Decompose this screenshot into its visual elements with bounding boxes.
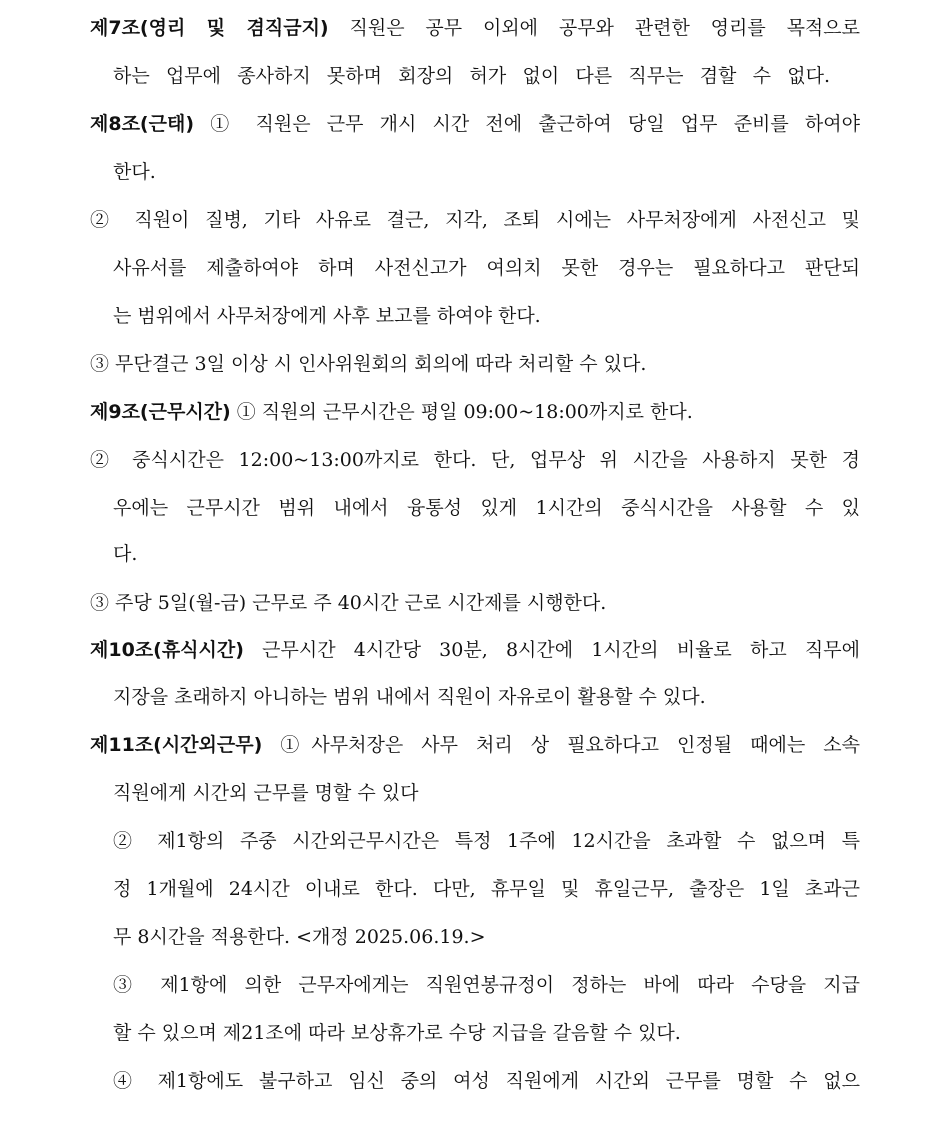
article-9-clause-2-text: ② 중식시간은 12:00~13:00까지로 한다. 단, 업무상 위 시간을 사용하지 못한 경 [90,449,860,471]
article-7-text-2: 하는 업무에 종사하지 못하며 회장의 허가 없이 다른 직무는 겸할 수 없다. [113,65,830,87]
article-8-first-line [90,110,860,138]
article-8-clause-2 [90,206,860,234]
article-7-first-line [90,14,860,42]
article-11-clause-4-text: ④ 제1항에도 불구하고 임신 중의 여성 직원에게 시간외 근무를 명할 수 없으 [113,1070,860,1092]
article-8-clause-2-text: ② 직원이 질병, 기타 사유로 결근, 지각, 조퇴 시에는 사무처장에게 사전신고 및 [90,209,860,231]
article-8-clause-2-text-2: 사유서를 제출하여야 하며 사전신고가 여의치 못한 경우는 필요하다고 판단되 [113,257,860,279]
article-10-text: 근무시간 4시간당 30분, 8시간에 1시간의 비율로 하고 직무에 [262,639,860,661]
article-8-clause-3: ③ 무단결근 3일 이상 시 인사위원회의 회의에 따라 처리할 수 있다. [90,353,647,375]
article-9-clause-2 [90,446,860,474]
article-11-clause-3 [113,971,860,999]
article-9-first-line [90,398,693,426]
article-11-clause-3-line-2: 할 수 있으며 제21조에 따라 보상휴가로 수당 지급을 갈음할 수 있다. [113,1022,681,1044]
article-8-clause-2-line-2 [113,254,860,282]
article-11-clause-2-line-2 [113,875,860,903]
article-10-first-line [90,636,860,664]
article-11-clause-2-text-2: 정 1개월에 24시간 이내로 한다. 다만, 휴무일 및 휴일근무, 출장은 1일 초과근 [113,878,860,900]
article-11-clause-4 [113,1067,860,1095]
article-11-clause-2-line-3: 무 8시간을 적용한다. <개정 2025.06.19.> [113,926,486,948]
article-8-line-2: 한다. [113,161,156,183]
article-9-clause-2-line-2 [113,494,860,522]
article-11-first-line [90,731,860,759]
article-9-clause-2-text-2: 우에는 근무시간 범위 내에서 융통성 있게 1시간의 중식시간을 사용할 수 있 [113,497,860,519]
article-8-clause-1: ① 직원은 근무 개시 시간 전에 출근하여 당일 업무 준비를 하여야 [210,113,860,135]
article-8-clause-2-line-3: 는 범위에서 사무처장에게 사후 보고를 하여야 한다. [113,305,541,327]
article-11-clause-1-line-2: 직원에게 시간외 근무를 명할 수 있다 [113,782,419,804]
article-7-text: 직원은 공무 이외에 공무와 관련한 영리를 목적으로 [349,17,860,39]
article-7-line-2 [113,62,830,90]
article-9-heading: 제9조(근무시간) [90,401,231,423]
article-7-heading: 제7조(영리 및 겸직금지) [90,17,329,39]
article-11-clause-1: ①사무처장은 사무 처리 상 필요하다고 인정될 때에는 소속 [280,734,860,756]
article-11-clause-2-text: ② 제1항의 주중 시간외근무시간은 특정 1주에 12시간을 초과할 수 없으며 특 [113,830,860,852]
article-11-clause-3-text: ③ 제1항에 의한 근무자에게는 직원연봉규정이 정하는 바에 따라 수당을 지급 [113,974,860,996]
article-8-heading: 제8조(근태) [90,113,195,135]
article-10-line-2: 지장을 초래하지 아니하는 범위 내에서 직원이 자유로이 활용할 수 있다. [113,686,706,708]
article-11-clause-2 [113,827,860,855]
article-11-heading: 제11조(시간외근무) [90,734,263,756]
article-9-clause-2-line-3: 다. [113,543,138,565]
article-9-clause-3: ③ 주당 5일(월-금) 근무로 주 40시간 근로 시간제를 시행한다. [90,592,607,614]
article-10-heading: 제10조(휴식시간) [90,639,244,661]
article-9-clause-1: ① 직원의 근무시간은 평일 09:00~18:00까지로 한다. [236,401,693,423]
